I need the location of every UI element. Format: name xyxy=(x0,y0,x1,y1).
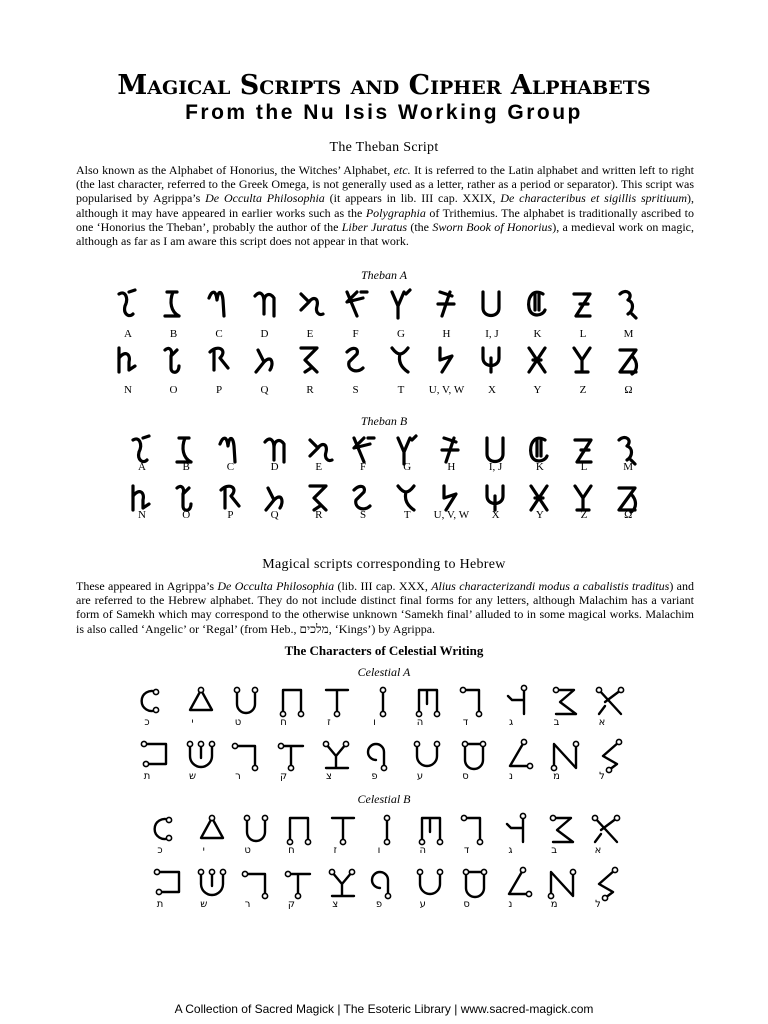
theban-letter-label: X xyxy=(491,509,500,521)
theban-glyph xyxy=(251,288,279,327)
theban-glyph xyxy=(160,344,188,383)
theban-letter-label: X xyxy=(488,384,496,396)
theban-letter-label: D xyxy=(270,461,279,473)
theban-letter-label: Ω xyxy=(624,384,633,396)
theban-letter-label: U, V, W xyxy=(433,509,470,521)
theban-letter-label: Z xyxy=(580,509,588,521)
theban-letter-label: F xyxy=(352,328,359,340)
theban-letter-label: R xyxy=(315,509,323,521)
theban-letter-label: K xyxy=(535,461,544,473)
theban-letter-label: U, V, W xyxy=(428,384,465,396)
hebrew-letter-label: ד xyxy=(462,717,469,728)
celestial-subheading: The Characters of Celestial Writing xyxy=(284,643,484,658)
theban-letter-label: Ω xyxy=(624,509,633,521)
hebrew-letter-label: א xyxy=(594,845,602,856)
theban-letter-label: B xyxy=(169,328,178,340)
theban-glyph xyxy=(114,288,142,327)
hebrew-letter-label: כ xyxy=(144,717,150,728)
theban-letter-label: P xyxy=(227,509,234,521)
theban-glyph xyxy=(296,288,324,327)
hebrew-letter-label: נ xyxy=(508,899,513,910)
theban-letter-label: M xyxy=(623,328,634,340)
hebrew-letter-label: ע xyxy=(416,771,424,782)
theban-letter-label: G xyxy=(397,328,405,340)
hebrew-letter-label: ל xyxy=(599,771,605,782)
hebrew-letter-label: ח xyxy=(288,845,295,856)
theban-letter-label: S xyxy=(352,384,359,396)
hebrew-letter-label: ה xyxy=(416,717,424,728)
theban-glyph xyxy=(296,344,324,383)
hebrew-letter-label: ט xyxy=(234,717,242,728)
hebrew-letter-label: ו xyxy=(373,717,376,728)
theban-glyph xyxy=(205,344,233,383)
hebrew-letter-label: פ xyxy=(375,899,383,910)
theban-letter-label: Q xyxy=(270,509,279,521)
hebrew-letter-label: ז xyxy=(327,717,331,728)
hebrew-letter-label: ס xyxy=(463,899,470,910)
page-footer: A Collection of Sacred Magick | The Esoteric Library | www.sacred-magick.com xyxy=(174,1002,594,1016)
hebrew-letter-label: ק xyxy=(279,771,288,782)
hebrew-letter-label: ת xyxy=(143,771,151,782)
theban-letter-label: B xyxy=(182,461,190,473)
theban-letter-label: G xyxy=(403,461,412,473)
theban-b-caption: Theban B xyxy=(360,414,408,428)
theban-letter-label: N xyxy=(138,509,146,521)
hebrew-letter-label: ג xyxy=(508,845,513,856)
theban-letter-label: M xyxy=(623,461,634,473)
theban-letter-label: E xyxy=(306,328,314,340)
hebrew-letter-label: מ xyxy=(550,899,558,910)
theban-letter-label: A xyxy=(124,328,132,340)
theban-letter-label: R xyxy=(306,384,314,396)
hebrew-letter-label: ת xyxy=(156,899,164,910)
theban-letter-label: T xyxy=(403,509,411,521)
hebrew-letter-label: ש xyxy=(200,899,208,910)
theban-glyph xyxy=(478,344,506,383)
theban-glyph xyxy=(569,288,597,327)
theban-glyph xyxy=(478,288,506,327)
hebrew-letter-label: ח xyxy=(280,717,287,728)
hebrew-letter-label: מ xyxy=(553,771,560,782)
theban-letter-label: Y xyxy=(533,384,542,396)
theban-heading: The Theban Script xyxy=(329,140,439,155)
theban-glyph xyxy=(569,344,597,383)
theban-glyph xyxy=(433,288,461,327)
theban-letter-label: L xyxy=(579,328,587,340)
theban-letter-label: Q xyxy=(260,384,269,396)
theban-letter-label: E xyxy=(315,461,323,473)
theban-letter-label: S xyxy=(359,509,367,521)
theban-paragraph: Also known as the Alphabet of Honorius, the Witches’ Alphabet, etc. It is referred to the Latin alphabet and written left to right (the last character, referred to the Greek Omega, is not generally used as a letter, rather as a period or separator). This script was popularised by Agrippa’s De Occulta Philosophia (it appears in lib. III cap. XXIX, De characteribus et sigillis spritiuum), although it may have appeared in earlier works such as the Polygraphia of Trithemius. The alphabet is traditionally ascribed to one ‘Honorius the Theban’, probably the author of the Liber Juratus (the Sworn Book of Honorius), a medieval work on magic, although as far as I am aware this script does not appear in that work. xyxy=(76,163,695,249)
theban-letter-label: I, J xyxy=(485,328,499,340)
theban-glyph xyxy=(387,288,415,327)
theban-glyph xyxy=(342,288,370,327)
hebrew-letter-label: ש xyxy=(188,771,197,782)
theban-glyph xyxy=(615,344,643,383)
hebrew-letter-label: ט xyxy=(244,845,251,856)
theban-glyph xyxy=(160,288,188,327)
theban-letter-label: L xyxy=(580,461,588,473)
page-title: Magical Scripts and Cipher Alphabets xyxy=(117,70,651,101)
hebrew-letter-label: ז xyxy=(333,845,337,856)
hebrew-heading: Magical scripts corresponding to Hebrew xyxy=(262,557,506,572)
hebrew-letter-label: ע xyxy=(419,899,426,910)
theban-glyph xyxy=(251,344,279,383)
hebrew-letter-label: ר xyxy=(235,771,241,782)
theban-glyph xyxy=(342,344,370,383)
theban-letter-label: H xyxy=(447,461,456,473)
hebrew-letter-label: ס xyxy=(462,771,469,782)
hebrew-letter-label: ד xyxy=(463,845,470,856)
theban-glyph xyxy=(114,344,142,383)
theban-letter-label: D xyxy=(260,328,269,340)
theban-glyph xyxy=(205,288,233,327)
hebrew-letter-label: כ xyxy=(157,845,163,856)
hebrew-letter-label: ל xyxy=(595,899,601,910)
hebrew-letter-label: צ xyxy=(326,771,332,782)
theban-glyph xyxy=(524,344,552,383)
hebrew-letter-label: א xyxy=(598,717,606,728)
theban-letter-label: A xyxy=(138,461,146,473)
hebrew-letter-label: ב xyxy=(551,845,558,856)
theban-letter-label: H xyxy=(442,328,451,340)
celestial-a-caption: Celestial A xyxy=(357,665,411,679)
theban-a-caption: Theban A xyxy=(360,268,408,282)
hebrew-letter-label: צ xyxy=(332,899,339,910)
hebrew-letter-label: ו xyxy=(377,845,381,856)
theban-letter-label: Y xyxy=(535,509,544,521)
theban-letter-label: C xyxy=(215,328,223,340)
celestial-b-caption: Celestial B xyxy=(357,792,411,806)
hebrew-letter-label: ה xyxy=(419,845,427,856)
theban-letter-label: N xyxy=(124,384,132,396)
theban-letter-label: C xyxy=(226,461,235,473)
theban-letter-label: O xyxy=(169,384,178,396)
hebrew-letter-label: ג xyxy=(508,717,514,728)
theban-glyph xyxy=(433,344,461,383)
page-subtitle: From the Nu Isis Working Group xyxy=(185,101,583,124)
hebrew-paragraph: These appeared in Agrippa’s De Occulta Philosophia (lib. III cap. XXX, Alius characterizandi modus a cabalistis traditus) and are referred to the Hebrew alphabet. They do not include distinct final forms for any letters, although Malachim has a variant form of Samekh which may correspond to the otherwise unknown ‘Samekh final’ alluded to in some magical works. Malachim is also called ‘Angelic’ or ‘Regal’ (from Heb., מלכים, ‘Kings’) by Agrippa. xyxy=(76,579,695,636)
theban-glyph xyxy=(387,344,415,383)
theban-letter-label: O xyxy=(182,509,191,521)
theban-letter-label: F xyxy=(359,461,367,473)
theban-letter-label: K xyxy=(533,328,542,340)
hebrew-letter-label: י xyxy=(202,845,205,856)
hebrew-letter-label: ר xyxy=(244,899,251,910)
hebrew-letter-label: ק xyxy=(287,899,295,910)
theban-glyph xyxy=(524,288,552,327)
theban-letter-label: I, J xyxy=(488,461,503,473)
theban-letter-label: Z xyxy=(579,384,587,396)
theban-letter-label: P xyxy=(215,384,223,396)
hebrew-letter-label: פ xyxy=(371,771,378,782)
hebrew-letter-label: ב xyxy=(553,717,560,728)
theban-letter-label: T xyxy=(397,384,405,396)
theban-glyph xyxy=(615,288,643,327)
hebrew-letter-label: י xyxy=(191,717,194,728)
hebrew-letter-label: נ xyxy=(508,771,513,782)
